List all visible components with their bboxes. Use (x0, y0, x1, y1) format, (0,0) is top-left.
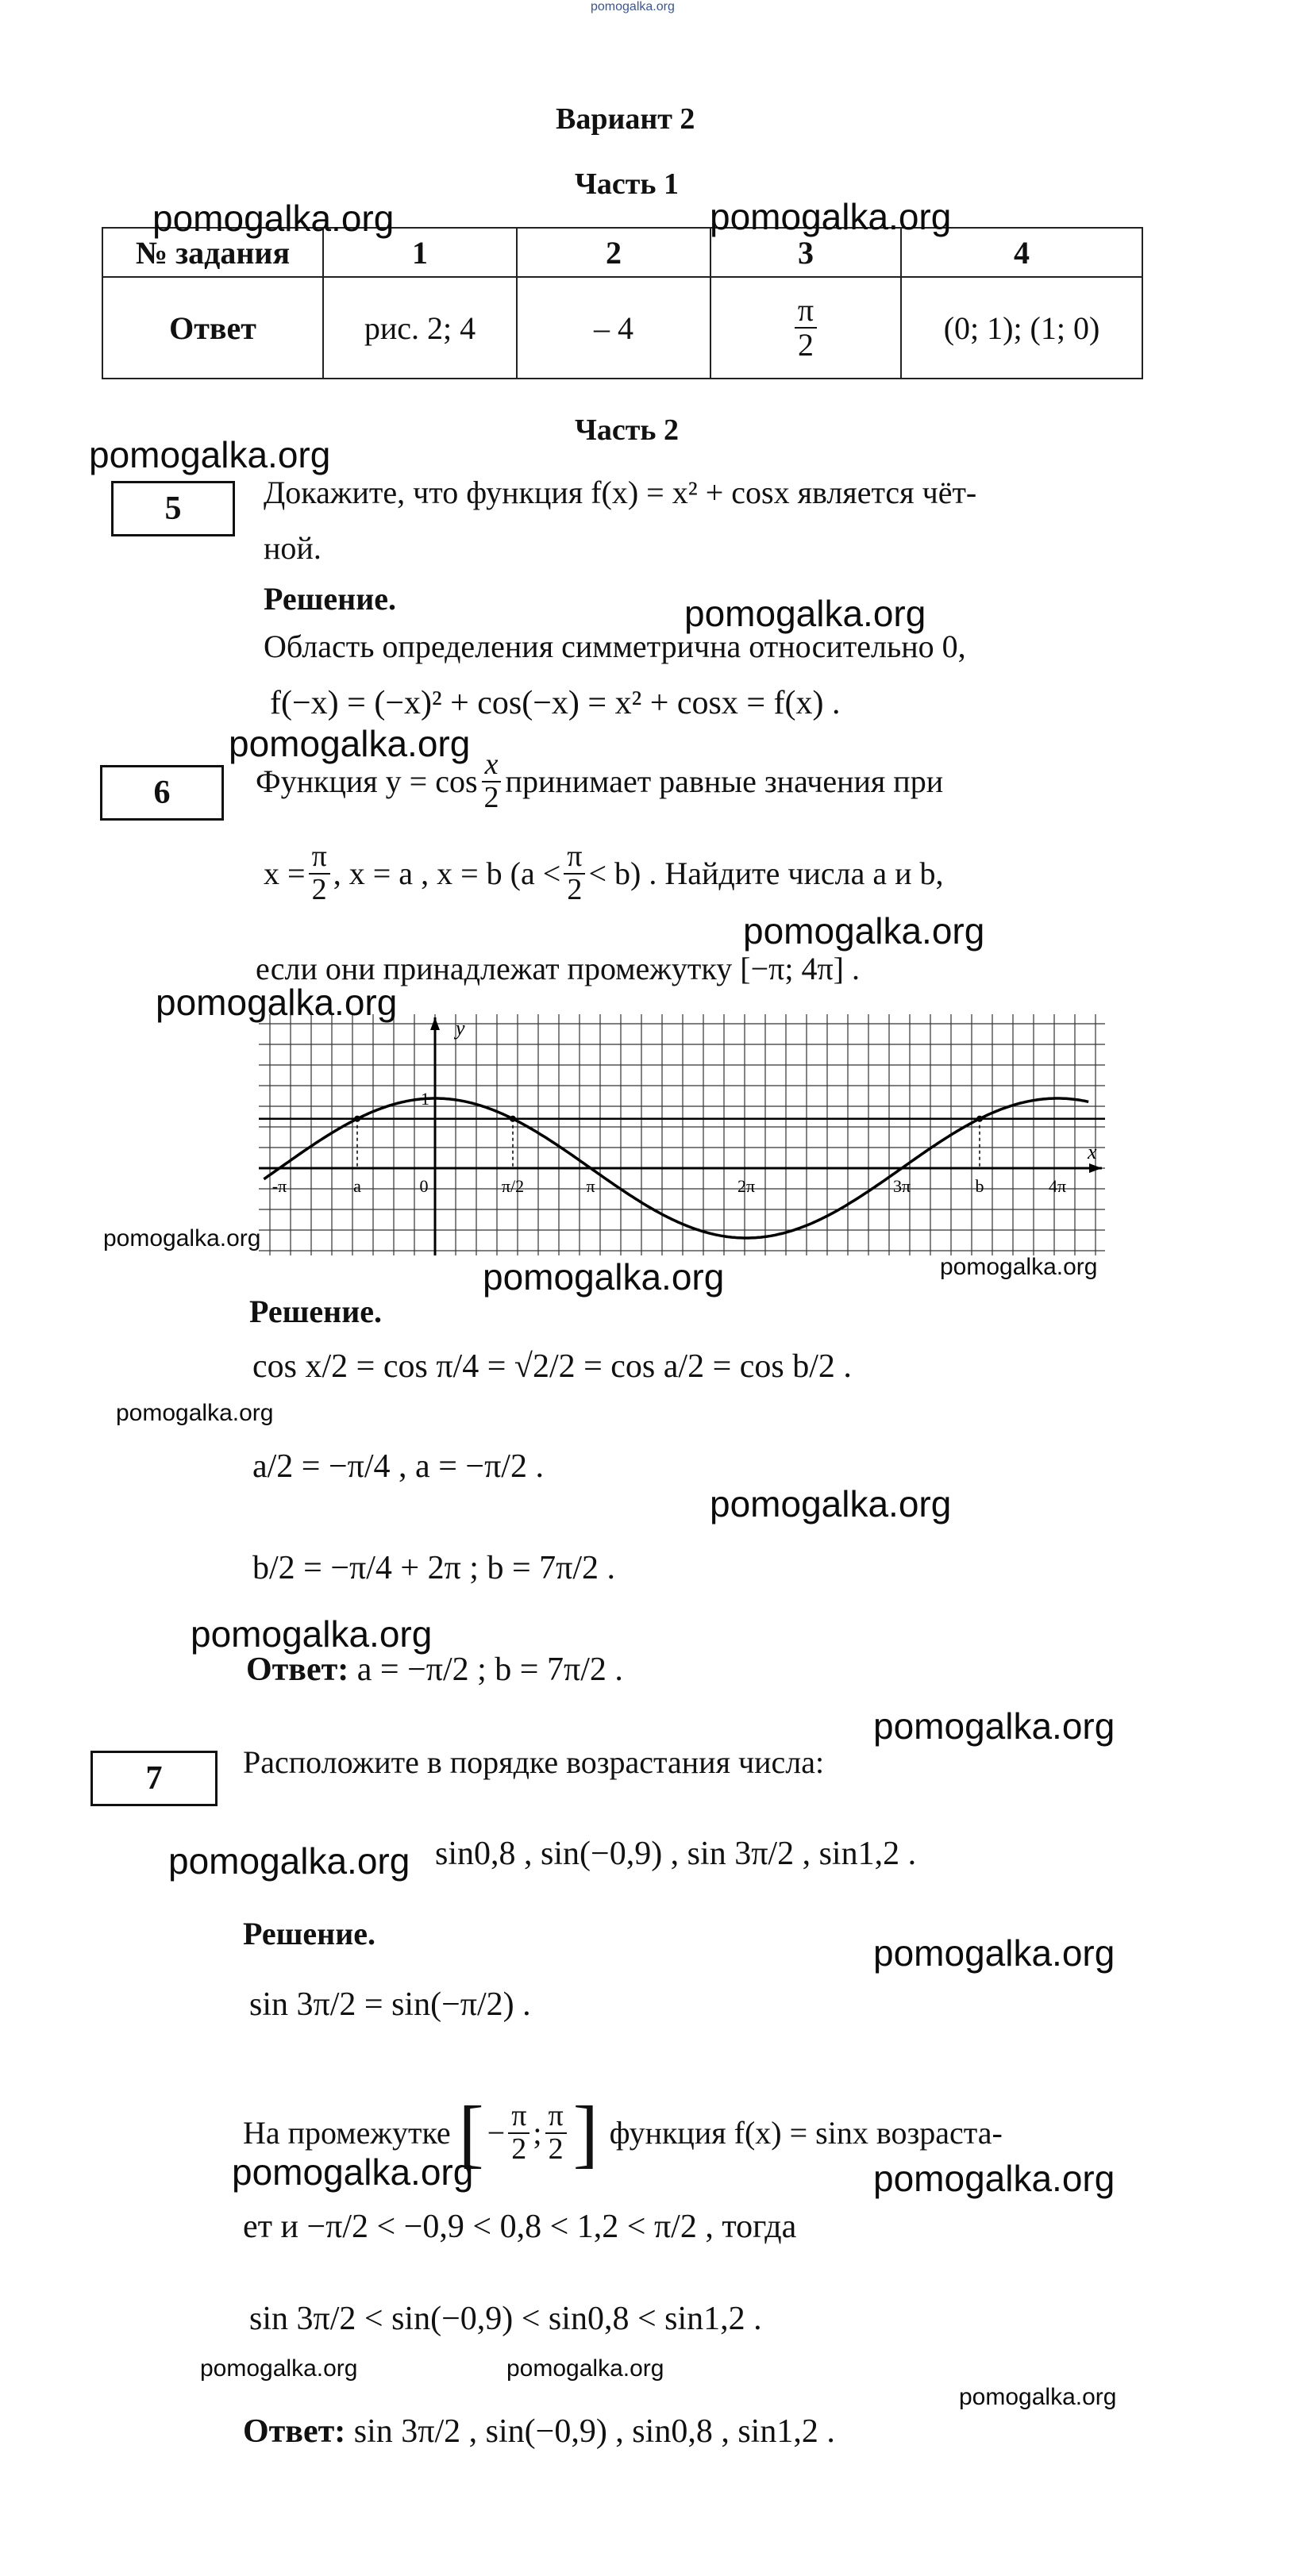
task7-answer-value: sin 3π/2 , sin(−0,9) , sin0,8 , sin1,2 . (353, 2413, 835, 2450)
table-header-cell: 1 (323, 228, 517, 277)
task6-equation3: b/2 = −π/4 + 2π ; b = 7π/2 . (252, 1550, 616, 1586)
cosine-graph (259, 1014, 1105, 1255)
task6-number-box: 6 (100, 765, 224, 821)
y-axis-label: y (456, 1017, 465, 1040)
watermark: pomogalka.org (873, 2158, 1115, 2199)
task7-statement-line2: sin0,8 , sin(−0,9) , sin 3π/2 , sin1,2 . (435, 1836, 917, 1872)
task6-line2-part1: x = (264, 855, 306, 891)
task7-line3-start: На промежутке (243, 2115, 451, 2151)
answers-table (102, 227, 1143, 379)
watermark: pomogalka.org (506, 2355, 664, 2382)
watermark: pomogalka.org (232, 2151, 474, 2193)
task6-statement-line1: Функция y = cos $\frac{x}{2}$ принимает равные значения при (256, 748, 944, 814)
site-header-link[interactable]: pomogalka.org (591, 0, 675, 13)
table-header-cell: № задания (102, 228, 323, 277)
graph-tick-label: 3π (892, 1176, 911, 1196)
y-tick-one: 1 (421, 1089, 429, 1109)
variant-title: Вариант 2 (556, 102, 695, 136)
watermark: pomogalka.org (168, 1840, 410, 1882)
task6-statement-line2: x = $\frac{\pi}{2}$ , x = a , x = b (a < $\frac{\pi}{2}$ < b) . Найдите числа a и b, (264, 840, 944, 906)
graph-tick-label: 2π (737, 1176, 756, 1196)
watermark: pomogalka.org (200, 2355, 358, 2382)
task7-statement-line3: На промежутке [ − $\frac{\pi}{2}$ ; $\frac{\pi}{2}$ ] функция f(x) = sinx возраста- (243, 2090, 1003, 2175)
x-axis-label: x (1088, 1140, 1097, 1163)
task7-answer (243, 2411, 835, 2453)
task5-solution-line2: f(−x) = (−x)² + cos(−x) = x² + cosx = f(x) . (270, 685, 841, 721)
watermark: pomogalka.org (152, 198, 395, 239)
table-header-cell: 4 (901, 228, 1142, 277)
table-cell: (0; 1); (1; 0) (901, 277, 1142, 379)
task6-solution-label: Решение. (249, 1294, 383, 1329)
table-header-cell: 3 (710, 228, 901, 277)
watermark: pomogalka.org (710, 1483, 952, 1524)
graph-tick-label: π (586, 1176, 595, 1196)
watermark: pomogalka.org (940, 1254, 1098, 1280)
table-row (102, 277, 1142, 379)
task5-solution-line1: Область определения симметрична относительно 0, (264, 629, 966, 664)
watermark: pomogalka.org (191, 1613, 433, 1655)
watermark: pomogalka.org (710, 196, 952, 237)
task6-line1-start: Функция y = cos (256, 763, 478, 799)
part1-title: Часть 1 (575, 167, 680, 201)
watermark: pomogalka.org (684, 593, 926, 634)
task7-equation2: sin 3π/2 < sin(−0,9) < sin0,8 < sin1,2 . (249, 2301, 762, 2337)
task6-line2-part3: < b) . Найдите числа a и b, (588, 855, 944, 891)
graph-tick-label: π/2 (501, 1176, 525, 1196)
task7-statement-line1: Расположите в порядке возрастания числа: (243, 1744, 825, 1780)
watermark: pomogalka.org (743, 910, 985, 952)
answer3-numerator: π (795, 294, 817, 329)
task5-number-box: 5 (111, 481, 235, 536)
table-cell (710, 277, 901, 379)
part2-title: Часть 2 (575, 413, 680, 447)
task5-solution-label: Решение. (264, 581, 397, 617)
task6-answer-value: a = −π/2 ; b = 7π/2 . (356, 1651, 623, 1688)
watermark: pomogalka.org (116, 1400, 274, 1426)
watermark: pomogalka.org (959, 2384, 1117, 2410)
watermark: pomogalka.org (873, 1705, 1115, 1747)
task5-statement-line1: Докажите, что функция f(x) = x² + cosx является чёт- (264, 475, 977, 510)
task6-answer-label: Ответ: (246, 1651, 349, 1688)
table-header-cell: 2 (517, 228, 710, 277)
task5-statement-line2: ной. (264, 530, 322, 566)
table-row-label: Ответ (102, 277, 323, 379)
graph-tick-label: 4π (1048, 1176, 1067, 1196)
answer3-denominator: 2 (797, 327, 814, 363)
task7-answer-label: Ответ: (243, 2413, 346, 2450)
task7-statement-line4: ет и −π/2 < −0,9 < 0,8 < 1,2 < π/2 , тогда (243, 2209, 797, 2245)
task6-line2-part2: , x = a , x = b (a < (333, 855, 561, 891)
graph-tick-label: a (353, 1176, 361, 1196)
task7-line3-end: функция f(x) = sinx возраста- (609, 2115, 1003, 2151)
cosine-graph-svg (259, 1014, 1105, 1255)
graph-tick-label: 0 (419, 1176, 429, 1196)
task7-solution-label: Решение. (243, 1916, 376, 1951)
watermark: pomogalka.org (873, 1932, 1115, 1974)
task6-statement-line3: если они принадлежат промежутку [−π; 4π] . (256, 951, 860, 986)
graph-tick-label: -π (271, 1176, 287, 1196)
watermark: pomogalka.org (103, 1225, 261, 1251)
watermark: pomogalka.org (483, 1256, 725, 1298)
task6-equation2: a/2 = −π/4 , a = −π/2 . (252, 1448, 544, 1485)
task7-equation1: sin 3π/2 = sin(−π/2) . (249, 1986, 531, 2023)
watermark: pomogalka.org (156, 982, 398, 1023)
table-cell: рис. 2; 4 (323, 277, 517, 379)
watermark: pomogalka.org (229, 723, 471, 764)
graph-tick-label: b (975, 1176, 984, 1196)
task6-equation1: cos x/2 = cos π/4 = √2/2 = cos a/2 = cos b/2 . (252, 1348, 852, 1385)
task6-line1-end: принимает равные значения при (505, 763, 944, 799)
task7-number-box: 7 (90, 1751, 218, 1806)
watermark: pomogalka.org (89, 434, 331, 475)
table-cell: – 4 (517, 277, 710, 379)
